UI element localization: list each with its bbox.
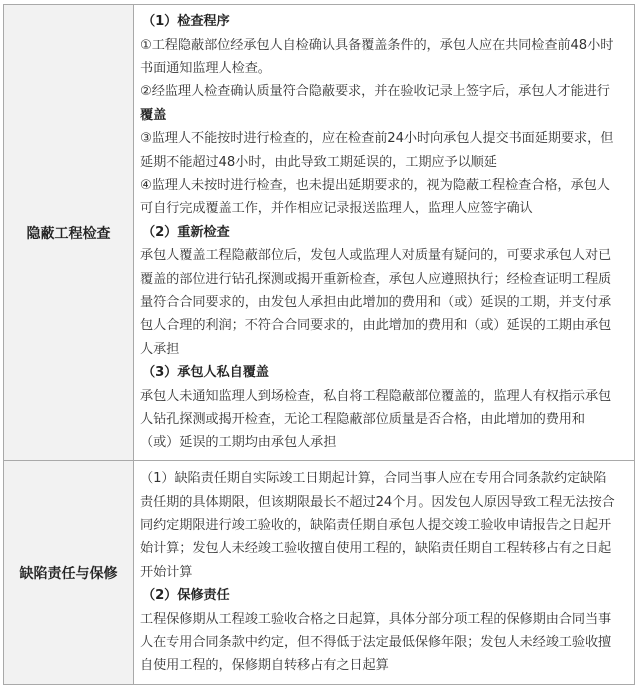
text-line-content: 覆盖的部位进行钻孔探测或揭开重新检查，承包人应遵照执行；经检查证明工程质 xyxy=(140,271,612,287)
text-line xyxy=(140,408,628,431)
text-line-content: （1）缺陷责任期自实际竣工日期起计算，合同当事人应在专用合同条款约定缺陷 xyxy=(140,471,607,487)
text-line xyxy=(140,654,628,677)
text-line xyxy=(140,385,628,408)
text-line-content: 人在专用合同条款中约定，但不得低于法定最低保修年限；发包人未经竣工验收擅 xyxy=(140,635,612,651)
section-heading: （1）检查程序 xyxy=(142,14,230,30)
content-table xyxy=(3,4,635,685)
text-line-content: 可自行完成覆盖工作，并作相应记录报送监理人，监理人应签字确认 xyxy=(140,201,533,217)
text-line xyxy=(140,491,628,514)
text-line-content: 承包人未通知监理人到场检查，私自将工程隐蔽部位覆盖的，监理人有权指示承包 xyxy=(140,388,612,404)
text-line-content: ②经监理人检查确认质量符合隐蔽要求，并在验收记录上签字后，承包人才能进行 xyxy=(140,84,610,100)
text-line-content: 延期不能超过48小时，由此导致工期延误的，工期应予以顺延 xyxy=(140,154,497,170)
text-line xyxy=(140,631,628,654)
text-line-content: 承包人覆盖工程隐蔽部位后，发包人或监理人对质量有疑问的，可要求承包人对已 xyxy=(140,248,612,264)
text-line xyxy=(140,104,628,127)
section-heading: （2）重新检查 xyxy=(142,224,230,240)
text-line xyxy=(140,514,628,537)
text-line-content: ④监理人未按时进行检查，也未提出延期要求的，视为隐蔽工程检查合格，承包人 xyxy=(140,177,610,193)
text-line xyxy=(140,151,628,174)
text-line xyxy=(140,431,628,454)
section-heading: （3）承包人私自覆盖 xyxy=(142,365,269,381)
text-line-content: 覆盖 xyxy=(140,107,167,123)
text-line-content: 人承担 xyxy=(140,341,180,357)
row-content-defects-warranty xyxy=(134,461,635,685)
text-line xyxy=(140,314,628,337)
text-line-content: ①工程隐蔽部位经承包人自检确认具备覆盖条件的，承包人应在共同检查前48小时 xyxy=(140,37,614,53)
table-row xyxy=(4,5,635,461)
text-line-content: 包人合理的利润；不符合合同要求的，由此增加的费用和（或）延误的工期由承包 xyxy=(140,318,612,334)
text-line xyxy=(140,244,628,267)
row-content-concealed-work xyxy=(134,5,635,461)
text-line xyxy=(140,537,628,560)
text-line xyxy=(140,34,628,57)
section-heading: （2）保修责任 xyxy=(142,588,230,604)
text-line xyxy=(140,57,628,80)
text-line xyxy=(140,80,628,103)
text-line xyxy=(140,608,628,631)
text-line xyxy=(140,268,628,291)
text-line xyxy=(140,174,628,197)
text-line-content: ③监理人不能按时进行检查的，应在检查前24小时向承包人提交书面延期要求，但 xyxy=(140,131,614,147)
text-line-content: 工程保修期从工程竣工验收合格之日起算，具体分部分项工程的保修期由合同当事 xyxy=(140,611,612,627)
text-line-content: 自使用工程的，保修期自转移占有之日起算 xyxy=(140,658,389,674)
text-line-content: 同约定期限进行竣工验收的，缺陷责任期自承包人提交竣工验收申请报告之日起开 xyxy=(140,517,612,533)
text-line xyxy=(140,338,628,361)
text-line xyxy=(140,197,628,220)
text-line-content: 人钻孔探测或揭开检查，无论工程隐蔽部位质量是否合格，由此增加的费用和 xyxy=(140,412,585,428)
text-line-content: 书面通知监理人检查。 xyxy=(140,60,271,76)
text-line-content: 开始计算 xyxy=(140,564,193,580)
text-line-content: 量符合合同要求的，由发包人承担由此增加的费用和（或）延误的工期，并支付承 xyxy=(140,295,612,311)
text-line xyxy=(140,127,628,150)
text-line xyxy=(140,291,628,314)
text-line-content: （或）延误的工期均由承包人承担 xyxy=(140,435,337,451)
text-line xyxy=(140,561,628,584)
row-label-concealed-work: 隐蔽工程检查 xyxy=(4,5,134,461)
text-line xyxy=(140,467,628,490)
table-row xyxy=(4,461,635,685)
text-line-content: 责任期的具体期限，但该期限最长不超过24个月。因发包人原因导致工程无法按合 xyxy=(140,494,615,510)
row-label-defects-warranty: 缺陷责任与保修 xyxy=(4,461,134,685)
text-line-content: 始计算；发包人未经竣工验收擅自使用工程的，缺陷责任期自工程转移占有之日起 xyxy=(140,541,612,557)
